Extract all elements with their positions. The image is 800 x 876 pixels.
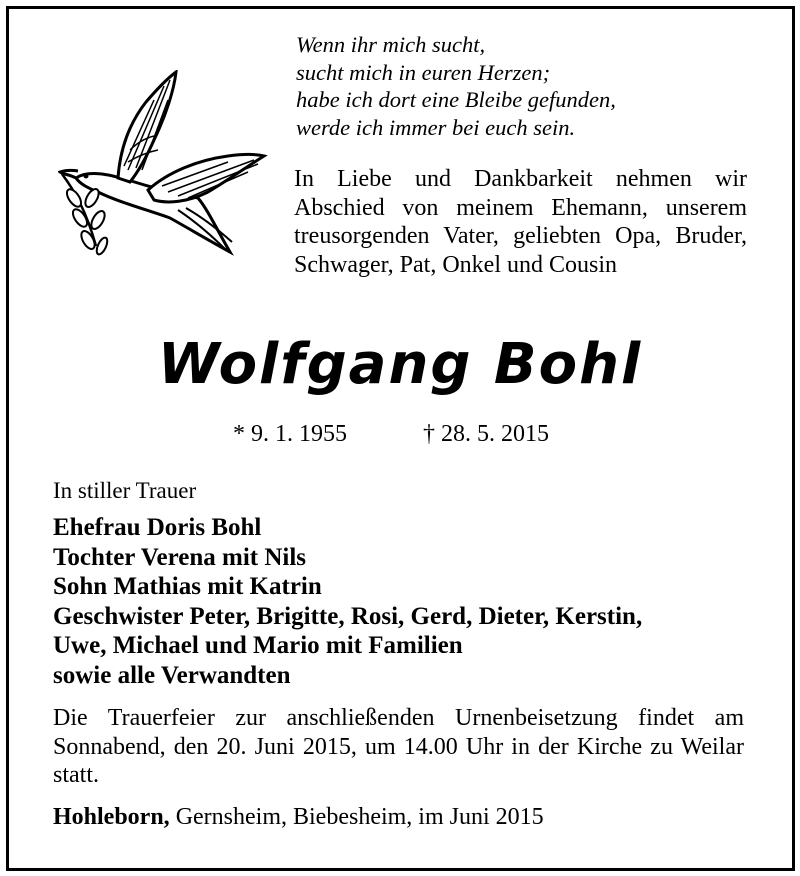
- mourners-list: [53, 513, 773, 690]
- farewell-text: In Liebe und Dankbarkeit nehmen wir Abschied von meinem Ehemann, unserem treusorgenden Vater, geliebten Opa, Bruder, Schwager, Pat, Onkel und Cousin: [294, 166, 747, 278]
- place-and-date: [53, 802, 544, 832]
- poem: [296, 31, 766, 141]
- dove-with-olive-branch-icon: [58, 70, 268, 260]
- poem-line: sucht mich in euren Herzen;: [296, 59, 551, 85]
- mourner-line: Uwe, Michael und Mario mit Familien: [53, 632, 463, 659]
- mourner-line: Tochter Verena mit Nils: [53, 543, 307, 571]
- poem-line: habe ich dort eine Bleibe gefunden,: [296, 87, 616, 112]
- service-announcement: Die Trauerfeier zur anschließenden Urnenbeisetzung findet am Sonnabend, den 20. Juni 2015, um 14.00 Uhr in der Kirche zu Weilar statt.: [53, 705, 744, 788]
- poem-line: Wenn ihr mich sucht,: [296, 32, 486, 57]
- mourner-line: sowie alle Verwandten: [53, 661, 291, 689]
- mourning-label: In stiller Trauer: [53, 478, 197, 503]
- life-dates: [233, 419, 633, 449]
- place-rest: Gernsheim, Biebesheim, im Juni 2015: [169, 804, 544, 830]
- mourner-line: Geschwister Peter, Brigitte, Rosi, Gerd, Dieter, Kerstin,: [53, 602, 643, 630]
- birth-date: * 9. 1. 1955: [233, 421, 347, 447]
- mourner-line: Sohn Mathias mit Katrin: [53, 573, 322, 600]
- death-date: † 28. 5. 2015: [423, 421, 549, 447]
- poem-line: werde ich immer bei euch sein.: [296, 114, 576, 140]
- mourner-line: Ehefrau Doris Bohl: [53, 514, 262, 541]
- deceased-name: Wolfgang Bohl: [157, 332, 643, 397]
- place-bold: Hohleborn,: [53, 804, 170, 830]
